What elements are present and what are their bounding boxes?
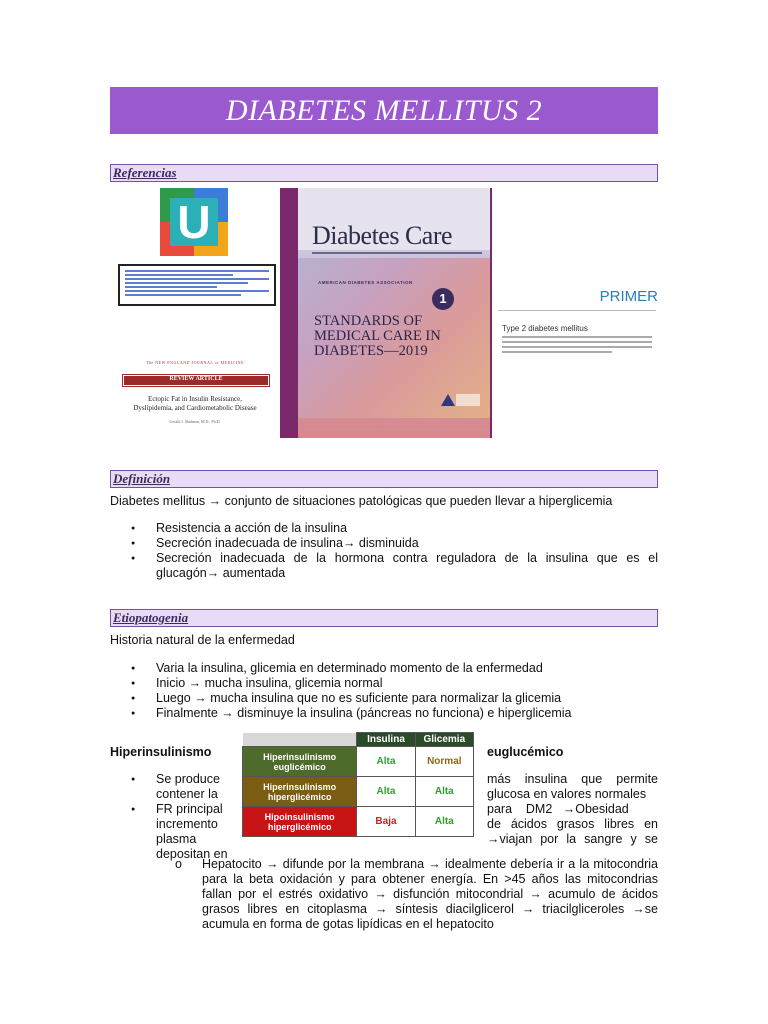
uptodate-logo: U bbox=[160, 188, 228, 256]
reference-uptodate-nejm bbox=[110, 188, 280, 438]
row-label: Hipoinsulinismo hiperglicémico bbox=[243, 807, 357, 837]
list-item-continuation: contener la bbox=[156, 787, 218, 801]
section-title: Referencias bbox=[113, 165, 177, 180]
list-item: ● Finalmente → disminuye la insulina (páncreas no funciona) e hiperglicemia bbox=[110, 706, 658, 721]
reference-primer bbox=[492, 188, 658, 438]
table-corner bbox=[243, 733, 357, 747]
text-line: más insulina que permite bbox=[487, 772, 658, 786]
nejm-title: Ectopic Fat in Insulin Resistance, Dyslipidemia, and Cardiometabolic Disease bbox=[133, 395, 257, 412]
circle-bullet-icon: o bbox=[175, 857, 182, 871]
list-item: ● Luego → mucha insulina que no es suficiente para normalizar la glicemia bbox=[110, 691, 658, 706]
sub-sub-text: Hepatocito → difunde por la membrana → idealmente debería ir a la mitocondria para la beta oxidación y para obtener energía. En >45 años las mitocondrias fallan por el estrés oxidativo → disfunción mitocondrial → acumulo de ácidos grasos libres en citoplasma → síntesis diacilglicerol → triacilgliceroles →se acumula en forma de gotas lipídicas en el hepatocito bbox=[202, 857, 658, 931]
page-title: DIABETES MELLITUS 2 bbox=[225, 93, 543, 127]
table-row bbox=[243, 807, 474, 837]
insulin-glycemia-table bbox=[242, 732, 474, 837]
references-images bbox=[110, 188, 658, 438]
sub-list-right bbox=[487, 772, 658, 847]
table-header: Insulina bbox=[357, 733, 415, 747]
row-label: Hiperinsulinismo hiperglicémico bbox=[243, 777, 357, 807]
cell-insulina: Alta bbox=[357, 747, 415, 777]
cell-glicemia: Alta bbox=[415, 777, 473, 807]
text-line: de ácidos grasos libres en bbox=[487, 817, 658, 831]
list-item-continuation: incremento bbox=[156, 817, 218, 831]
table-header: Glicemia bbox=[415, 733, 473, 747]
cell-insulina: Baja bbox=[357, 807, 415, 837]
list-item: ● FR principal bbox=[131, 802, 223, 816]
section-header-referencias bbox=[110, 164, 658, 182]
sub-sub-item bbox=[175, 857, 658, 932]
purple-divider-left bbox=[280, 188, 298, 438]
row-label: Hiperinsulinismo euglicémico bbox=[243, 747, 357, 777]
section-title: Definición bbox=[113, 471, 171, 486]
title-banner bbox=[110, 87, 658, 134]
hiperinsulinismo-heading-right: euglucémico bbox=[487, 745, 564, 759]
dc-issue-number: 1 bbox=[439, 291, 447, 306]
dc-issue-badge bbox=[432, 288, 454, 310]
primer-title: Type 2 diabetes mellitus bbox=[502, 324, 588, 333]
cell-glicemia: Alta bbox=[415, 807, 473, 837]
cell-insulina: Alta bbox=[357, 777, 415, 807]
ada-logo bbox=[441, 394, 455, 406]
section-header-definicion bbox=[110, 470, 658, 488]
list-item: ● Varia la insulina, glicemia en determinado momento de la enfermedad bbox=[110, 661, 658, 676]
section-header-etiopatogenia bbox=[110, 609, 658, 627]
nejm-banner: REVIEW ARTICLE bbox=[122, 374, 270, 387]
nejm-author: Gerald I. Shulman, M.D., Ph.D. bbox=[169, 419, 221, 424]
text-line: →viajan por la sangre y se bbox=[487, 832, 658, 846]
list-item-continuation: depositan en bbox=[156, 847, 228, 861]
sub-list-left bbox=[110, 772, 258, 862]
text-line: para DM2 →Obesidad bbox=[487, 802, 629, 816]
dc-cover-title: STANDARDS OF MEDICAL CARE IN DIABETES—2019 bbox=[314, 313, 441, 359]
nejm-header: The NEW ENGLAND JOURNAL of MEDICINE bbox=[145, 360, 245, 365]
reference-list-thumbnail bbox=[118, 264, 276, 306]
table-row bbox=[243, 747, 474, 777]
etiopatogenia-intro: Historia natural de la enfermedad bbox=[110, 633, 295, 647]
list-item: ● Inicio → mucha insulina, glicemia normal bbox=[110, 676, 658, 691]
dc-masthead: Diabetes Care bbox=[312, 221, 453, 250]
dc-org: AMERICAN DIABETES ASSOCIATION bbox=[318, 280, 413, 285]
list-item-continuation: plasma bbox=[156, 832, 197, 846]
list-item: ● Secreción inadecuada de insulina→ disminuida bbox=[110, 536, 658, 551]
list-item: ● Se produce bbox=[131, 772, 220, 786]
text-line: glucosa en valores normales bbox=[487, 787, 647, 801]
definition-intro: Diabetes mellitus → conjunto de situaciones patológicas que pueden llevar a hiperglicemia bbox=[110, 494, 613, 508]
cell-glicemia: Normal bbox=[415, 747, 473, 777]
table-row bbox=[243, 777, 474, 807]
section-title: Etiopatogenia bbox=[113, 610, 189, 625]
hiperinsulinismo-heading-left: Hiperinsulinismo bbox=[110, 745, 212, 759]
definition-list bbox=[110, 521, 658, 581]
list-item: ● Secreción inadecuada de la hormona contra reguladora de la insulina que es el glucagón→ aumentada bbox=[110, 551, 658, 581]
primer-label: PRIMER bbox=[599, 288, 658, 305]
etiopatogenia-list bbox=[110, 661, 658, 721]
list-item: ● Resistencia a acción de la insulina bbox=[110, 521, 658, 536]
reference-diabetes-care-cover bbox=[298, 188, 490, 438]
